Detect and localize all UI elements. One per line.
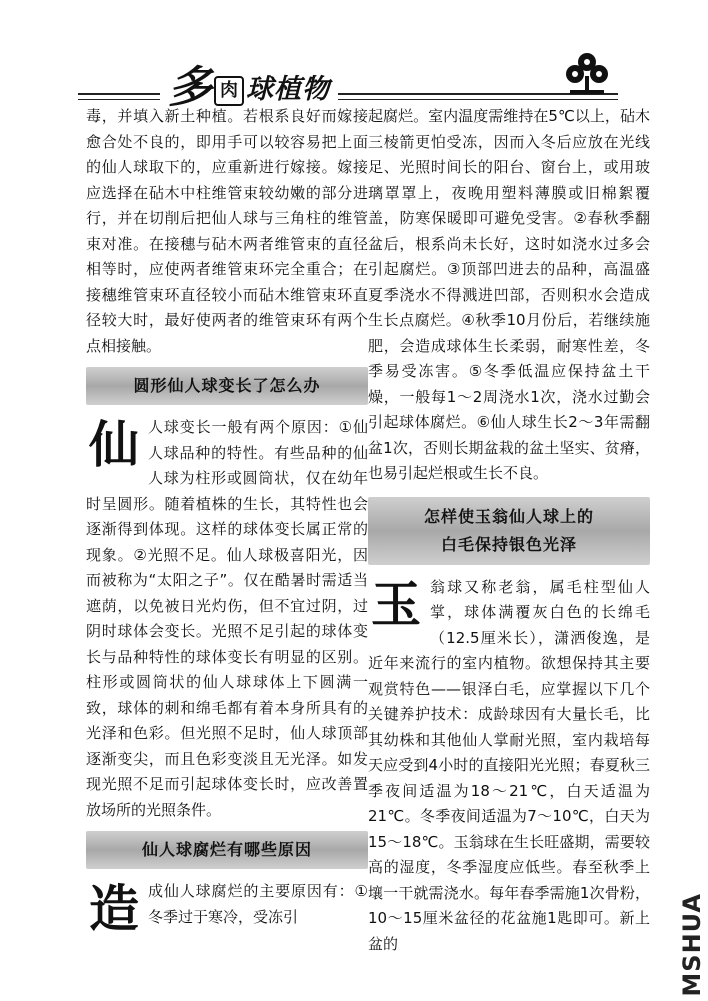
section-title-rest: 球植物 (246, 74, 330, 105)
paragraph-elongation (86, 415, 368, 823)
page-header (0, 0, 708, 113)
right-column (368, 104, 650, 957)
heading-line-1: 怎样使玉翁仙人球上的 (423, 506, 594, 526)
paragraph-old-man-cactus (368, 575, 650, 958)
paragraph-old-man-cactus-text: 翁球又称老翁，属毛柱型仙人掌，球体满覆灰白色的长绵毛（12.5厘米长），潇洒俊逸，是近年来流行的室内植物。欲想保持其主要观赏特色——银泽白毛，应掌握以下几个关键养护技术：成龄球因有大量长毛，比其幼株和其他仙人掌耐光照，室内栽培每天应受到4小时的直接阳光光照；春夏秋三季夜间适温为18～21℃，白天适温为21℃。冬季夜间适温为7～10℃，白天为15～18℃。玉翁球在生长旺盛期，需要较高的湿度，冬季湿度应低些。春至秋季上壤一干就需浇水。每年春季需施1次骨粉，10～15厘米盆径的花盆施1匙即可。新上盆的 (368, 577, 650, 953)
drop-cap: 仙 (89, 415, 139, 474)
paragraph-grafting: 毒，并填入新土种植。若根系良好而嫁接愈合处不良的，即用手可以较容易把上面的仙人球取下的，应重新进行嫁接。嫁接应选择在砧木中柱维管束较幼嫩的部分进行，并在切削后把仙人球与三角柱的维管束对准。在接穗与砧木两者维管束的直径相等时，应使两者维管束环完全重合；在接穗维管束环直径较小而砧木维管束环直径较大时，最好使两者的维管束环有两个点相接触。 (86, 107, 368, 355)
section-title-lead: 多 (168, 62, 212, 113)
section-title (160, 58, 338, 113)
paragraph-rot (86, 879, 368, 938)
paragraph-rot-continued: 起腐烂。室内温度需维持在5℃以上，砧木三棱箭更怕受冻，因而入冬后应放在光线足、光照时间长的阳台、窗台上，或用玻璃罩罩上，夜晚用塑料薄膜或旧棉絮覆盖，防寒保暖即可避免受害。②春秋季翻盆后，根系尚未长好，这时如浇水过多会引起腐烂。③顶部凹进去的品种，高温盛夏季浇水不得溅进凹部，否则积水会造成生长点腐烂。④秋季10月份后，若继续施肥，会造成球体生长柔弱，耐寒性差，冬季易受冻害。⑤冬季低温应保持盆土干燥，一般每1～2周浇水1次，浇水过勤会引起球体腐烂。⑥仙人球生长2～3年需翻盆1次，否则长期盆栽的盆土坚实、贫瘠，也易引起烂根或生长不良。 (368, 107, 650, 482)
left-column (86, 104, 368, 938)
drop-cap: 玉 (371, 574, 421, 634)
heading-old-man-cactus (368, 497, 650, 565)
drop-cap: 造 (89, 879, 139, 938)
heading-rot-causes: 仙人球腐烂有哪些原因 (86, 831, 368, 869)
paragraph-rot-text: 成仙人球腐烂的主要原因有：①冬季过于寒冷，受冻引 (148, 882, 368, 926)
section-title-box-char: 肉 (214, 76, 244, 106)
paragraph-elongation-text: 人球变长一般有两个原因：①仙人球品种的特性。有些品种的仙人球为柱形或圆筒状，仅在幼年时呈圆形。随着植株的生长，其特性也会逐渐得到体现。这样的球体变长属正常的现象。②光照不足。仙人球极喜阳光，因而被称为“太阳之子”。仅在酷暑时需适当遮荫，以免被日光灼伤，但不宜过阴，过阴时球体会变长。光照不足引起的球体变长与品种特性的球体变长有明显的区别。柱形或圆筒状的仙人球球体上下圆满一致，球体的刺和绵毛都有着本身所具有的光泽和色彩。但光照不足时，仙人球顶部逐渐变尖，而且色彩变淡且无光泽。如发现光照不足而引起球体变长时，应改善置放场所的光照条件。 (86, 418, 368, 819)
heading-round-cactus-elongating: 圆形仙人球变长了怎么办 (86, 367, 368, 405)
heading-line-2: 白毛保持银色光泽 (440, 534, 577, 554)
clover-icon (562, 50, 612, 96)
watermark: MSHUA (678, 893, 706, 997)
